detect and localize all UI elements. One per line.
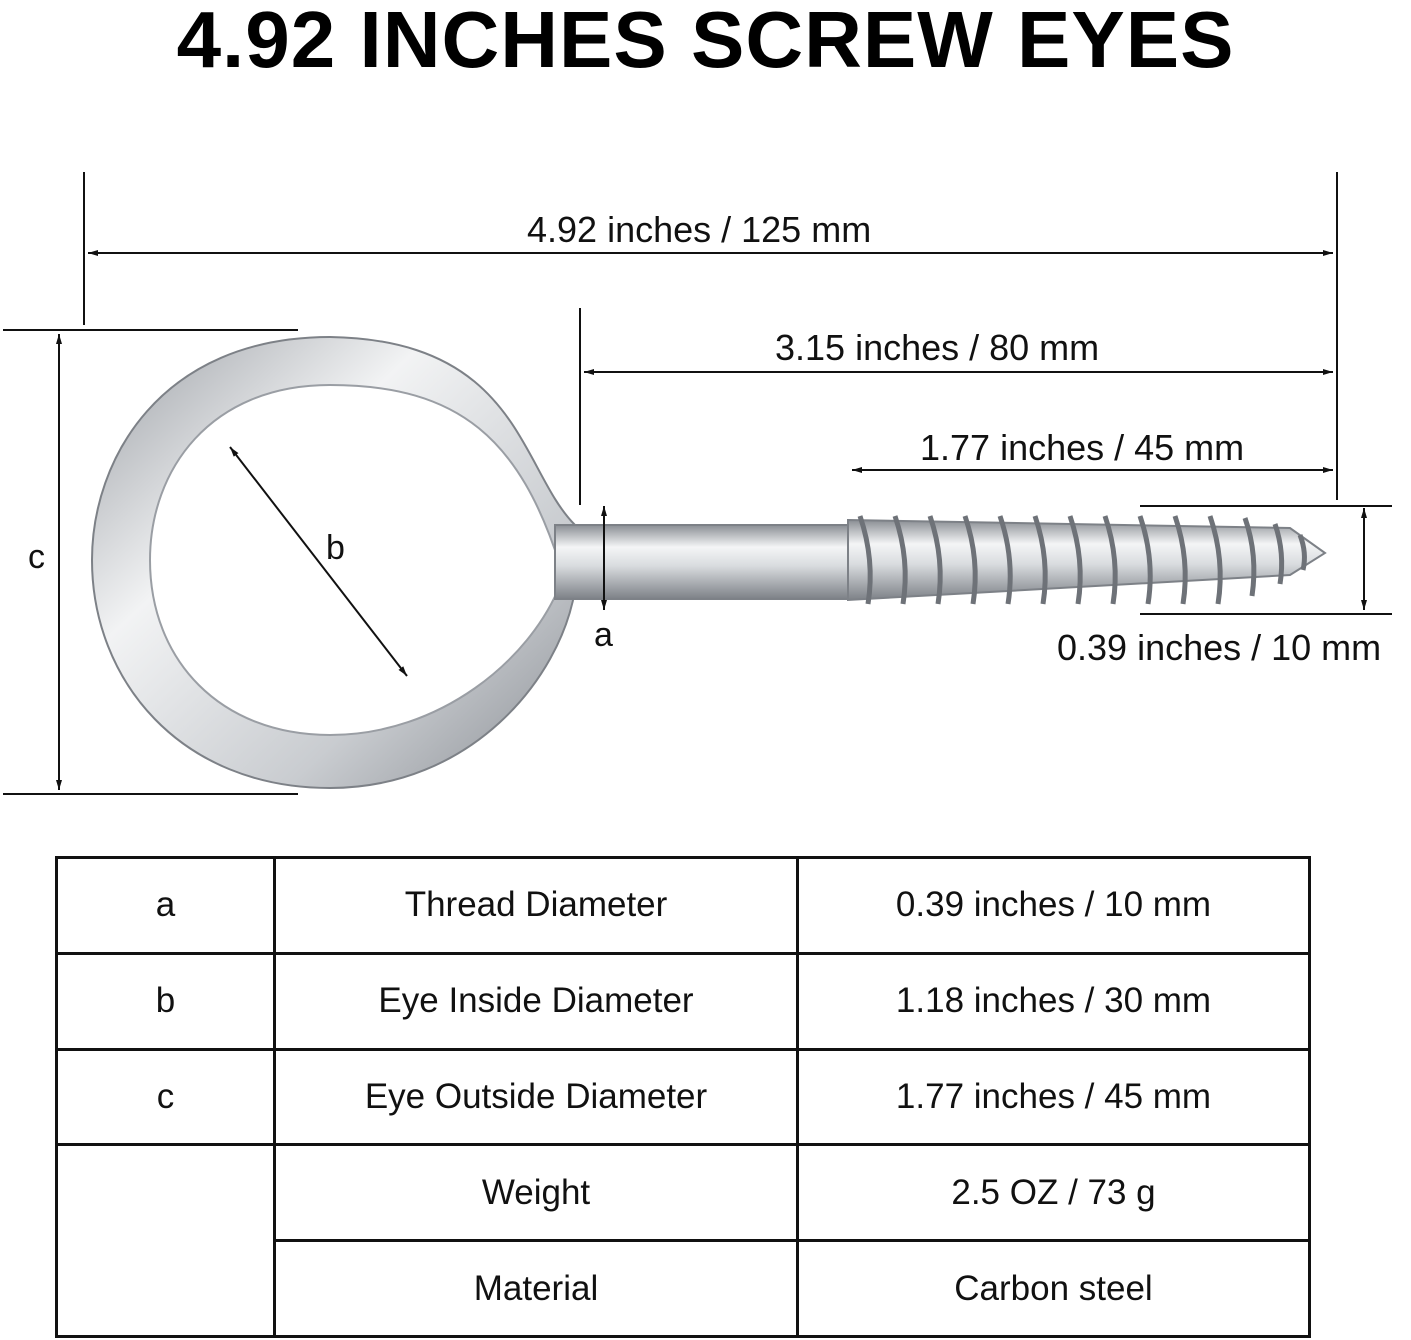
row-value: Carbon steel bbox=[798, 1241, 1310, 1337]
row-name: Material bbox=[275, 1241, 798, 1337]
label-c: c bbox=[28, 538, 45, 576]
table-row bbox=[57, 858, 1310, 954]
shank-length-label: 3.15 inches / 80 mm bbox=[775, 327, 1100, 368]
row-value: 1.77 inches / 45 mm bbox=[798, 1049, 1310, 1145]
row-key: b bbox=[57, 953, 275, 1049]
screw-shank bbox=[555, 525, 850, 599]
table-row bbox=[57, 1049, 1310, 1145]
label-a: a bbox=[594, 616, 613, 654]
row-name: Weight bbox=[275, 1145, 798, 1241]
row-key: a bbox=[57, 858, 275, 954]
table-row bbox=[57, 1145, 1310, 1241]
row-value: 0.39 inches / 10 mm bbox=[798, 858, 1310, 954]
thread-diameter-label: 0.39 inches / 10 mm bbox=[1057, 627, 1382, 668]
page-title: 4.92 INCHES SCREW EYES bbox=[176, 0, 1235, 84]
label-b: b bbox=[326, 529, 345, 567]
screw-thread bbox=[848, 516, 1325, 604]
overall-length-label: 4.92 inches / 125 mm bbox=[527, 209, 872, 250]
thread-length-label: 1.77 inches / 45 mm bbox=[920, 427, 1245, 468]
row-value: 1.18 inches / 30 mm bbox=[798, 953, 1310, 1049]
row-value: 2.5 OZ / 73 g bbox=[798, 1145, 1310, 1241]
row-name: Thread Diameter bbox=[275, 858, 798, 954]
row-key-empty bbox=[57, 1145, 275, 1337]
table-row bbox=[57, 953, 1310, 1049]
row-key: c bbox=[57, 1049, 275, 1145]
spec-table bbox=[55, 856, 1311, 1338]
row-name: Eye Outside Diameter bbox=[275, 1049, 798, 1145]
row-name: Eye Inside Diameter bbox=[275, 953, 798, 1049]
